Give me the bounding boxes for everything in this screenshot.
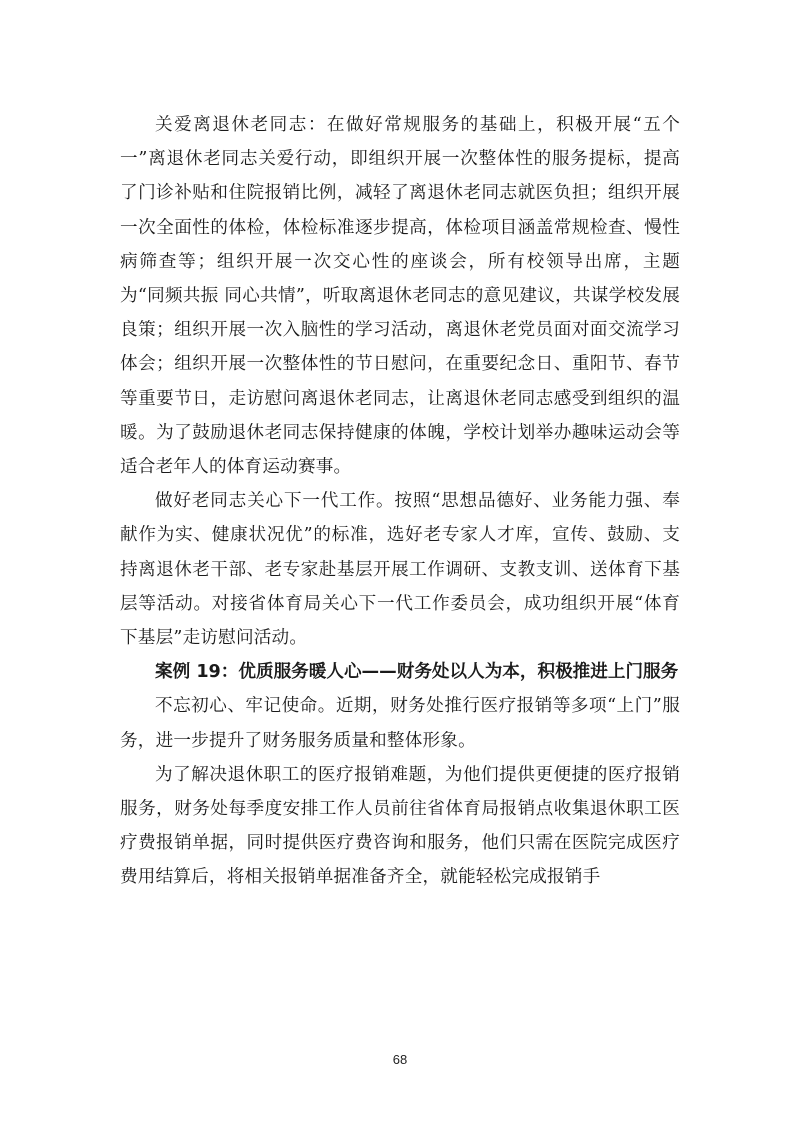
case-heading: 案例 19：优质服务暖人心——财务处以人为本，积极推进上门服务 <box>155 662 679 683</box>
paragraph-case-intro: 不忘初心、牢记使命。近期，财务处推行医疗报销等多项“上门”服务，进一步提升了财务服务质量和整体形象。 <box>120 696 680 751</box>
document-body <box>120 108 680 895</box>
page-number: 68 <box>392 1052 408 1067</box>
paragraph-care-for-retirees: 关爱离退休老同志：在做好常规服务的基础上，积极开展“五个一”离退休老同志关爱行动，即组织开展一次整体性的服务提标，提高了门诊补贴和住院报销比例，减轻了离退休老同志就医负担；组织开展一次全面性的体检，体检标准逐步提高，体检项目涵盖常规检查、慢性病筛查等；组织开展一次交心性的座谈会，所有校领导出席，主题为“同频共振 同心共情”，听取离退休老同志的意见建议，共谋学校发展良策；组织开展一次入脑性的学习活动，离退休老党员面对面交流学习体会；组织开展一次整体性的节日慰问，在重要纪念日、重阳节、春节等重要节日，走访慰问离退休老同志，让离退休老同志感受到组织的温暖。为了鼓励退休老同志保持健康的体魄，学校计划举办趣味运动会等适合老年人的体育运动赛事。 <box>120 115 680 478</box>
paragraph-case-details: 为了解决退休职工的医疗报销难题，为他们提供更便捷的医疗报销服务，财务处每季度安排工作人员前往省体育局报销点收集退休职工医疗费报销单据，同时提供医疗费咨询和服务，他们只需在医院完成医疗费用结算后，将相关报销单据准备齐全，就能轻松完成报销手 <box>120 764 680 888</box>
paragraph-next-generation-work: 做好老同志关心下一代工作。按照“思想品德好、业务能力强、奉献作为实、健康状况优”的标准，选好老专家人才库，宣传、鼓励、支持离退休老干部、老专家赴基层开展工作调研、支教支训、送体育下基层等活动。对接省体育局关心下一代工作委员会，成功组织开展“体育下基层”走访慰问活动。 <box>120 491 680 649</box>
